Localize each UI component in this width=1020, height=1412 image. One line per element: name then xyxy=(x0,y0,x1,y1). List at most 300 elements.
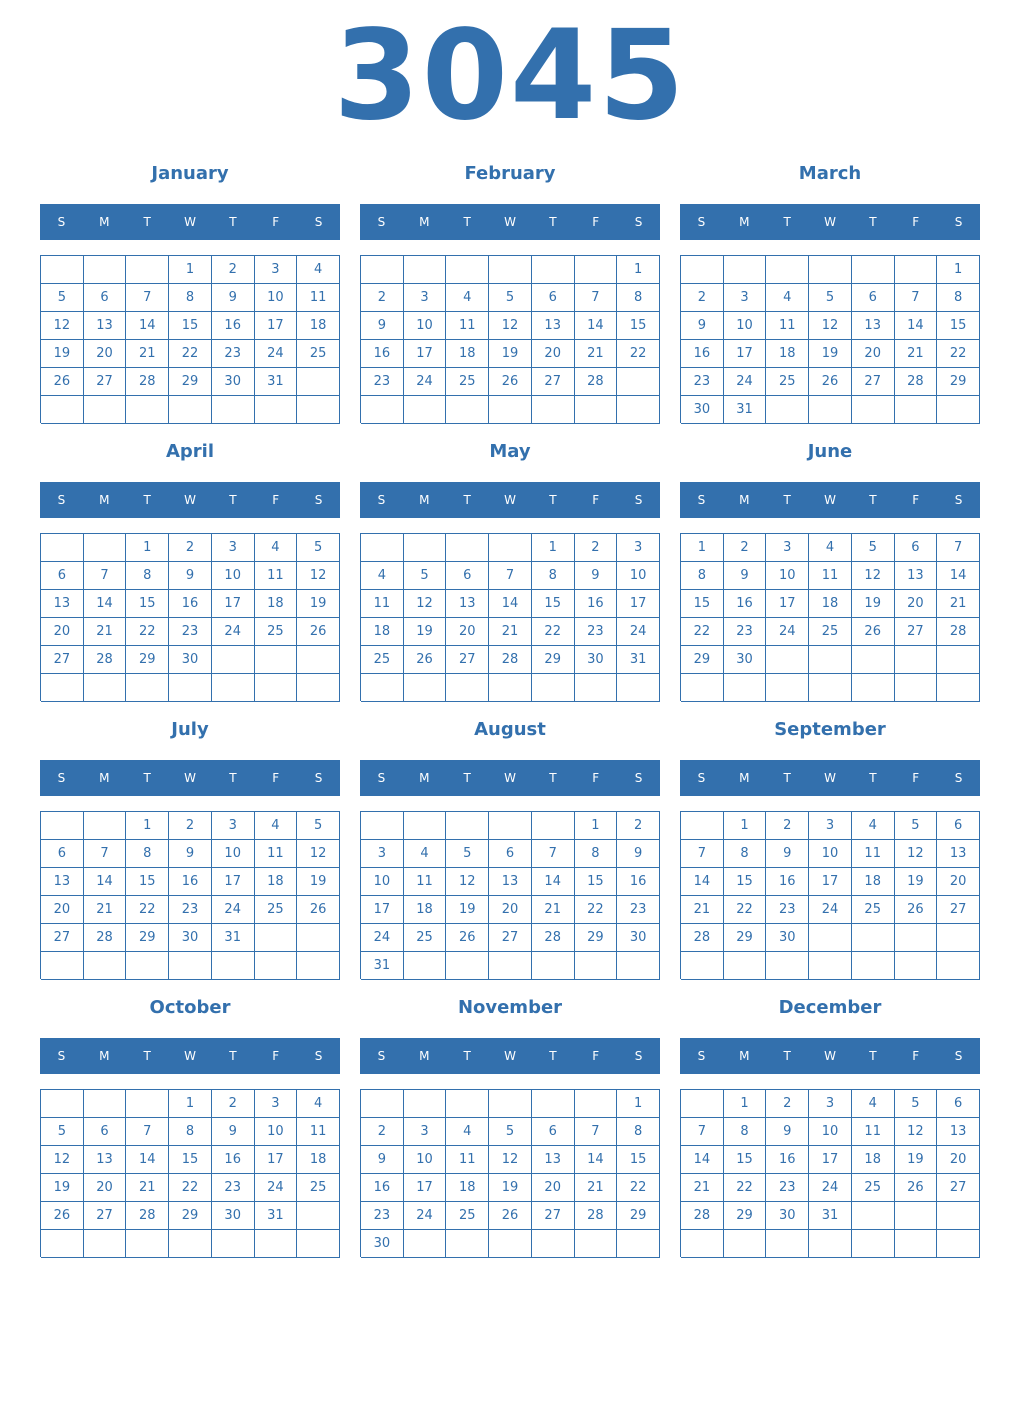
day-cell: 10 xyxy=(766,562,809,590)
weekday-label: M xyxy=(99,493,110,507)
weekday-header xyxy=(40,204,340,240)
empty-cell xyxy=(852,646,895,674)
day-cell: 22 xyxy=(575,896,618,924)
day-cell: 2 xyxy=(724,534,767,562)
day-cell: 11 xyxy=(255,840,298,868)
day-grid xyxy=(40,255,340,423)
day-cell: 5 xyxy=(489,284,532,312)
day-cell: 7 xyxy=(84,840,127,868)
empty-cell xyxy=(84,674,127,702)
day-cell: 4 xyxy=(809,534,852,562)
empty-cell xyxy=(255,646,298,674)
day-cell: 24 xyxy=(212,618,255,646)
day-cell: 22 xyxy=(169,340,212,368)
day-cell: 23 xyxy=(361,368,404,396)
day-cell: 14 xyxy=(681,1146,724,1174)
day-cell: 2 xyxy=(617,812,660,840)
day-cell: 7 xyxy=(575,284,618,312)
empty-cell xyxy=(852,674,895,702)
day-cell: 24 xyxy=(809,896,852,924)
day-cell: 18 xyxy=(446,340,489,368)
empty-cell xyxy=(489,812,532,840)
day-cell: 12 xyxy=(809,312,852,340)
day-cell: 5 xyxy=(489,1118,532,1146)
day-cell: 26 xyxy=(489,1202,532,1230)
weekday-label: T xyxy=(549,215,557,229)
day-cell: 20 xyxy=(895,590,938,618)
weekday-label: S xyxy=(697,771,706,785)
day-cell: 19 xyxy=(852,590,895,618)
day-cell: 14 xyxy=(126,312,169,340)
empty-cell xyxy=(126,1090,169,1118)
empty-cell xyxy=(255,924,298,952)
empty-cell xyxy=(724,952,767,980)
empty-cell xyxy=(361,256,404,284)
weekday-label: S xyxy=(954,215,963,229)
day-cell: 12 xyxy=(297,562,340,590)
day-cell: 2 xyxy=(575,534,618,562)
empty-cell xyxy=(297,924,340,952)
weekday-label: F xyxy=(912,1049,920,1063)
day-cell: 27 xyxy=(446,646,489,674)
day-cell: 3 xyxy=(724,284,767,312)
weekday-label: S xyxy=(57,1049,66,1063)
day-cell: 13 xyxy=(41,590,84,618)
day-cell: 5 xyxy=(895,1090,938,1118)
day-cell: 16 xyxy=(169,868,212,896)
day-cell: 10 xyxy=(212,840,255,868)
empty-cell xyxy=(126,952,169,980)
empty-cell xyxy=(84,812,127,840)
day-cell: 9 xyxy=(766,840,809,868)
day-cell: 6 xyxy=(84,284,127,312)
empty-cell xyxy=(446,812,489,840)
weekday-label: T xyxy=(463,215,471,229)
day-grid xyxy=(360,533,660,701)
day-cell: 1 xyxy=(937,256,980,284)
empty-cell xyxy=(724,1230,767,1258)
weekday-label: S xyxy=(377,493,386,507)
month-name: January xyxy=(151,163,229,184)
day-cell: 2 xyxy=(361,1118,404,1146)
day-cell: 7 xyxy=(937,534,980,562)
day-cell: 20 xyxy=(84,340,127,368)
day-cell: 24 xyxy=(809,1174,852,1202)
weekday-label: T xyxy=(783,1049,791,1063)
empty-cell xyxy=(766,952,809,980)
day-cell: 23 xyxy=(169,618,212,646)
empty-cell xyxy=(532,812,575,840)
empty-cell xyxy=(404,952,447,980)
day-cell: 3 xyxy=(617,534,660,562)
empty-cell xyxy=(895,674,938,702)
weekday-label: S xyxy=(634,215,643,229)
day-cell: 28 xyxy=(575,368,618,396)
weekday-label: W xyxy=(824,771,836,785)
day-grid xyxy=(360,1089,660,1257)
weekday-label: S xyxy=(634,493,643,507)
day-cell: 30 xyxy=(617,924,660,952)
month-name: March xyxy=(798,163,862,184)
empty-cell xyxy=(41,256,84,284)
day-cell: 3 xyxy=(212,812,255,840)
empty-cell xyxy=(489,396,532,424)
day-cell: 20 xyxy=(937,868,980,896)
day-grid xyxy=(360,255,660,423)
weekday-label: W xyxy=(504,493,516,507)
day-cell: 25 xyxy=(446,368,489,396)
day-cell: 11 xyxy=(361,590,404,618)
day-cell: 30 xyxy=(169,646,212,674)
empty-cell xyxy=(255,396,298,424)
empty-cell xyxy=(852,1230,895,1258)
empty-cell xyxy=(575,396,618,424)
empty-cell xyxy=(84,534,127,562)
empty-cell xyxy=(575,1230,618,1258)
empty-cell xyxy=(126,1230,169,1258)
weekday-label: T xyxy=(229,215,237,229)
day-cell: 26 xyxy=(446,924,489,952)
day-cell: 19 xyxy=(489,340,532,368)
weekday-label: W xyxy=(184,771,196,785)
day-cell: 25 xyxy=(852,896,895,924)
day-cell: 19 xyxy=(895,1146,938,1174)
day-cell: 26 xyxy=(489,368,532,396)
day-cell: 10 xyxy=(255,284,298,312)
empty-cell xyxy=(937,1202,980,1230)
empty-cell xyxy=(297,646,340,674)
day-cell: 12 xyxy=(41,1146,84,1174)
day-cell: 15 xyxy=(575,868,618,896)
empty-cell xyxy=(617,396,660,424)
weekday-label: W xyxy=(824,215,836,229)
day-cell: 25 xyxy=(809,618,852,646)
empty-cell xyxy=(617,1230,660,1258)
day-cell: 9 xyxy=(361,1146,404,1174)
day-cell: 7 xyxy=(895,284,938,312)
day-cell: 6 xyxy=(852,284,895,312)
day-grid xyxy=(680,255,980,423)
day-cell: 15 xyxy=(169,1146,212,1174)
day-cell: 5 xyxy=(41,284,84,312)
day-cell: 25 xyxy=(297,1174,340,1202)
empty-cell xyxy=(446,256,489,284)
day-cell: 23 xyxy=(681,368,724,396)
day-cell: 14 xyxy=(681,868,724,896)
weekday-header xyxy=(360,482,660,518)
day-grid xyxy=(40,1089,340,1257)
empty-cell xyxy=(766,674,809,702)
day-cell: 14 xyxy=(84,868,127,896)
day-cell: 27 xyxy=(489,924,532,952)
day-cell: 12 xyxy=(895,840,938,868)
day-cell: 29 xyxy=(126,924,169,952)
day-cell: 22 xyxy=(724,896,767,924)
day-cell: 8 xyxy=(724,840,767,868)
day-cell: 15 xyxy=(724,868,767,896)
day-cell: 12 xyxy=(489,312,532,340)
day-cell: 20 xyxy=(489,896,532,924)
day-cell: 16 xyxy=(724,590,767,618)
day-cell: 29 xyxy=(169,1202,212,1230)
day-cell: 17 xyxy=(255,312,298,340)
empty-cell xyxy=(489,952,532,980)
day-cell: 9 xyxy=(169,840,212,868)
empty-cell xyxy=(446,534,489,562)
day-cell: 17 xyxy=(617,590,660,618)
day-cell: 9 xyxy=(212,1118,255,1146)
empty-cell xyxy=(852,924,895,952)
day-cell: 3 xyxy=(809,812,852,840)
empty-cell xyxy=(937,924,980,952)
weekday-label: S xyxy=(377,215,386,229)
day-cell: 25 xyxy=(766,368,809,396)
weekday-label: S xyxy=(314,771,323,785)
day-cell: 6 xyxy=(532,1118,575,1146)
empty-cell xyxy=(84,256,127,284)
empty-cell xyxy=(809,1230,852,1258)
day-cell: 9 xyxy=(169,562,212,590)
day-cell: 15 xyxy=(532,590,575,618)
day-cell: 2 xyxy=(169,812,212,840)
empty-cell xyxy=(724,674,767,702)
day-cell: 18 xyxy=(852,1146,895,1174)
weekday-label: W xyxy=(504,1049,516,1063)
empty-cell xyxy=(361,812,404,840)
day-cell: 19 xyxy=(809,340,852,368)
empty-cell xyxy=(446,396,489,424)
empty-cell xyxy=(361,534,404,562)
weekday-label: T xyxy=(143,771,151,785)
weekday-label: W xyxy=(504,771,516,785)
day-cell: 6 xyxy=(41,840,84,868)
day-cell: 23 xyxy=(575,618,618,646)
weekday-label: F xyxy=(272,771,280,785)
empty-cell xyxy=(617,952,660,980)
day-cell: 11 xyxy=(852,1118,895,1146)
day-cell: 15 xyxy=(126,868,169,896)
empty-cell xyxy=(532,396,575,424)
day-cell: 28 xyxy=(489,646,532,674)
day-cell: 17 xyxy=(255,1146,298,1174)
empty-cell xyxy=(895,1230,938,1258)
day-cell: 4 xyxy=(446,284,489,312)
day-cell: 21 xyxy=(126,340,169,368)
day-cell: 1 xyxy=(617,1090,660,1118)
weekday-header xyxy=(680,482,980,518)
empty-cell xyxy=(84,396,127,424)
weekday-label: M xyxy=(99,215,110,229)
day-cell: 14 xyxy=(489,590,532,618)
day-cell: 21 xyxy=(681,1174,724,1202)
empty-cell xyxy=(404,812,447,840)
day-cell: 15 xyxy=(724,1146,767,1174)
empty-cell xyxy=(404,256,447,284)
empty-cell xyxy=(681,674,724,702)
day-cell: 10 xyxy=(724,312,767,340)
day-cell: 3 xyxy=(809,1090,852,1118)
empty-cell xyxy=(404,1090,447,1118)
day-cell: 25 xyxy=(852,1174,895,1202)
weekday-label: S xyxy=(697,215,706,229)
day-cell: 11 xyxy=(255,562,298,590)
day-cell: 16 xyxy=(766,1146,809,1174)
day-cell: 23 xyxy=(617,896,660,924)
day-cell: 17 xyxy=(212,868,255,896)
weekday-label: T xyxy=(229,493,237,507)
day-cell: 24 xyxy=(617,618,660,646)
empty-cell xyxy=(766,646,809,674)
day-cell: 4 xyxy=(852,1090,895,1118)
day-cell: 2 xyxy=(212,256,255,284)
empty-cell xyxy=(169,952,212,980)
empty-cell xyxy=(575,952,618,980)
month-name: April xyxy=(165,441,215,462)
day-cell: 28 xyxy=(937,618,980,646)
empty-cell xyxy=(489,534,532,562)
empty-cell xyxy=(489,1090,532,1118)
day-cell: 23 xyxy=(766,896,809,924)
weekday-label: W xyxy=(824,1049,836,1063)
day-cell: 7 xyxy=(532,840,575,868)
empty-cell xyxy=(84,952,127,980)
weekday-label: F xyxy=(912,771,920,785)
empty-cell xyxy=(617,368,660,396)
day-cell: 29 xyxy=(575,924,618,952)
day-cell: 11 xyxy=(446,312,489,340)
day-cell: 1 xyxy=(724,812,767,840)
day-cell: 16 xyxy=(169,590,212,618)
empty-cell xyxy=(41,952,84,980)
day-cell: 26 xyxy=(895,1174,938,1202)
weekday-label: F xyxy=(912,215,920,229)
empty-cell xyxy=(852,396,895,424)
day-cell: 22 xyxy=(126,618,169,646)
day-grid xyxy=(680,1089,980,1257)
day-cell: 4 xyxy=(766,284,809,312)
weekday-label: T xyxy=(463,771,471,785)
day-cell: 2 xyxy=(212,1090,255,1118)
day-cell: 29 xyxy=(937,368,980,396)
weekday-header xyxy=(40,482,340,518)
weekday-label: M xyxy=(419,771,430,785)
day-cell: 7 xyxy=(575,1118,618,1146)
weekday-label: T xyxy=(869,771,877,785)
empty-cell xyxy=(212,1230,255,1258)
day-cell: 28 xyxy=(532,924,575,952)
day-cell: 16 xyxy=(766,868,809,896)
day-cell: 2 xyxy=(681,284,724,312)
day-cell: 18 xyxy=(255,868,298,896)
day-cell: 2 xyxy=(361,284,404,312)
day-cell: 27 xyxy=(937,1174,980,1202)
day-cell: 5 xyxy=(809,284,852,312)
day-cell: 8 xyxy=(126,562,169,590)
day-cell: 10 xyxy=(404,312,447,340)
day-cell: 16 xyxy=(212,1146,255,1174)
day-cell: 18 xyxy=(361,618,404,646)
empty-cell xyxy=(937,674,980,702)
day-cell: 1 xyxy=(532,534,575,562)
day-grid xyxy=(40,811,340,979)
day-cell: 26 xyxy=(404,646,447,674)
day-cell: 11 xyxy=(404,868,447,896)
day-cell: 1 xyxy=(617,256,660,284)
day-cell: 20 xyxy=(446,618,489,646)
day-cell: 24 xyxy=(766,618,809,646)
empty-cell xyxy=(937,396,980,424)
day-cell: 23 xyxy=(724,618,767,646)
day-cell: 27 xyxy=(852,368,895,396)
day-cell: 18 xyxy=(297,1146,340,1174)
day-cell: 13 xyxy=(446,590,489,618)
month-name: May xyxy=(489,441,531,462)
day-cell: 8 xyxy=(681,562,724,590)
day-cell: 27 xyxy=(532,368,575,396)
day-cell: 28 xyxy=(681,1202,724,1230)
day-cell: 25 xyxy=(404,924,447,952)
empty-cell xyxy=(255,674,298,702)
weekday-label: S xyxy=(57,771,66,785)
day-cell: 22 xyxy=(169,1174,212,1202)
weekday-label: S xyxy=(57,493,66,507)
day-cell: 14 xyxy=(937,562,980,590)
day-cell: 22 xyxy=(617,1174,660,1202)
day-cell: 16 xyxy=(617,868,660,896)
day-cell: 29 xyxy=(724,1202,767,1230)
day-cell: 21 xyxy=(84,618,127,646)
day-cell: 19 xyxy=(404,618,447,646)
day-cell: 18 xyxy=(766,340,809,368)
day-cell: 7 xyxy=(126,1118,169,1146)
day-cell: 4 xyxy=(255,534,298,562)
day-cell: 30 xyxy=(724,646,767,674)
empty-cell xyxy=(41,674,84,702)
empty-cell xyxy=(532,1230,575,1258)
weekday-label: W xyxy=(184,215,196,229)
weekday-label: S xyxy=(314,493,323,507)
day-cell: 28 xyxy=(84,646,127,674)
day-cell: 13 xyxy=(937,1118,980,1146)
empty-cell xyxy=(766,396,809,424)
weekday-header xyxy=(360,1038,660,1074)
day-cell: 9 xyxy=(575,562,618,590)
empty-cell xyxy=(809,256,852,284)
day-cell: 16 xyxy=(361,1174,404,1202)
weekday-label: M xyxy=(739,771,750,785)
weekday-label: S xyxy=(954,1049,963,1063)
month-name: September xyxy=(774,719,886,740)
empty-cell xyxy=(681,256,724,284)
day-grid xyxy=(360,811,660,979)
day-cell: 11 xyxy=(852,840,895,868)
empty-cell xyxy=(937,952,980,980)
day-cell: 27 xyxy=(937,896,980,924)
day-cell: 23 xyxy=(361,1202,404,1230)
day-cell: 6 xyxy=(937,1090,980,1118)
day-cell: 22 xyxy=(617,340,660,368)
day-cell: 30 xyxy=(212,1202,255,1230)
weekday-label: S xyxy=(57,215,66,229)
day-cell: 27 xyxy=(41,646,84,674)
day-cell: 9 xyxy=(361,312,404,340)
day-cell: 18 xyxy=(297,312,340,340)
day-cell: 31 xyxy=(212,924,255,952)
empty-cell xyxy=(404,674,447,702)
day-cell: 14 xyxy=(126,1146,169,1174)
day-cell: 17 xyxy=(766,590,809,618)
weekday-label: F xyxy=(592,493,600,507)
